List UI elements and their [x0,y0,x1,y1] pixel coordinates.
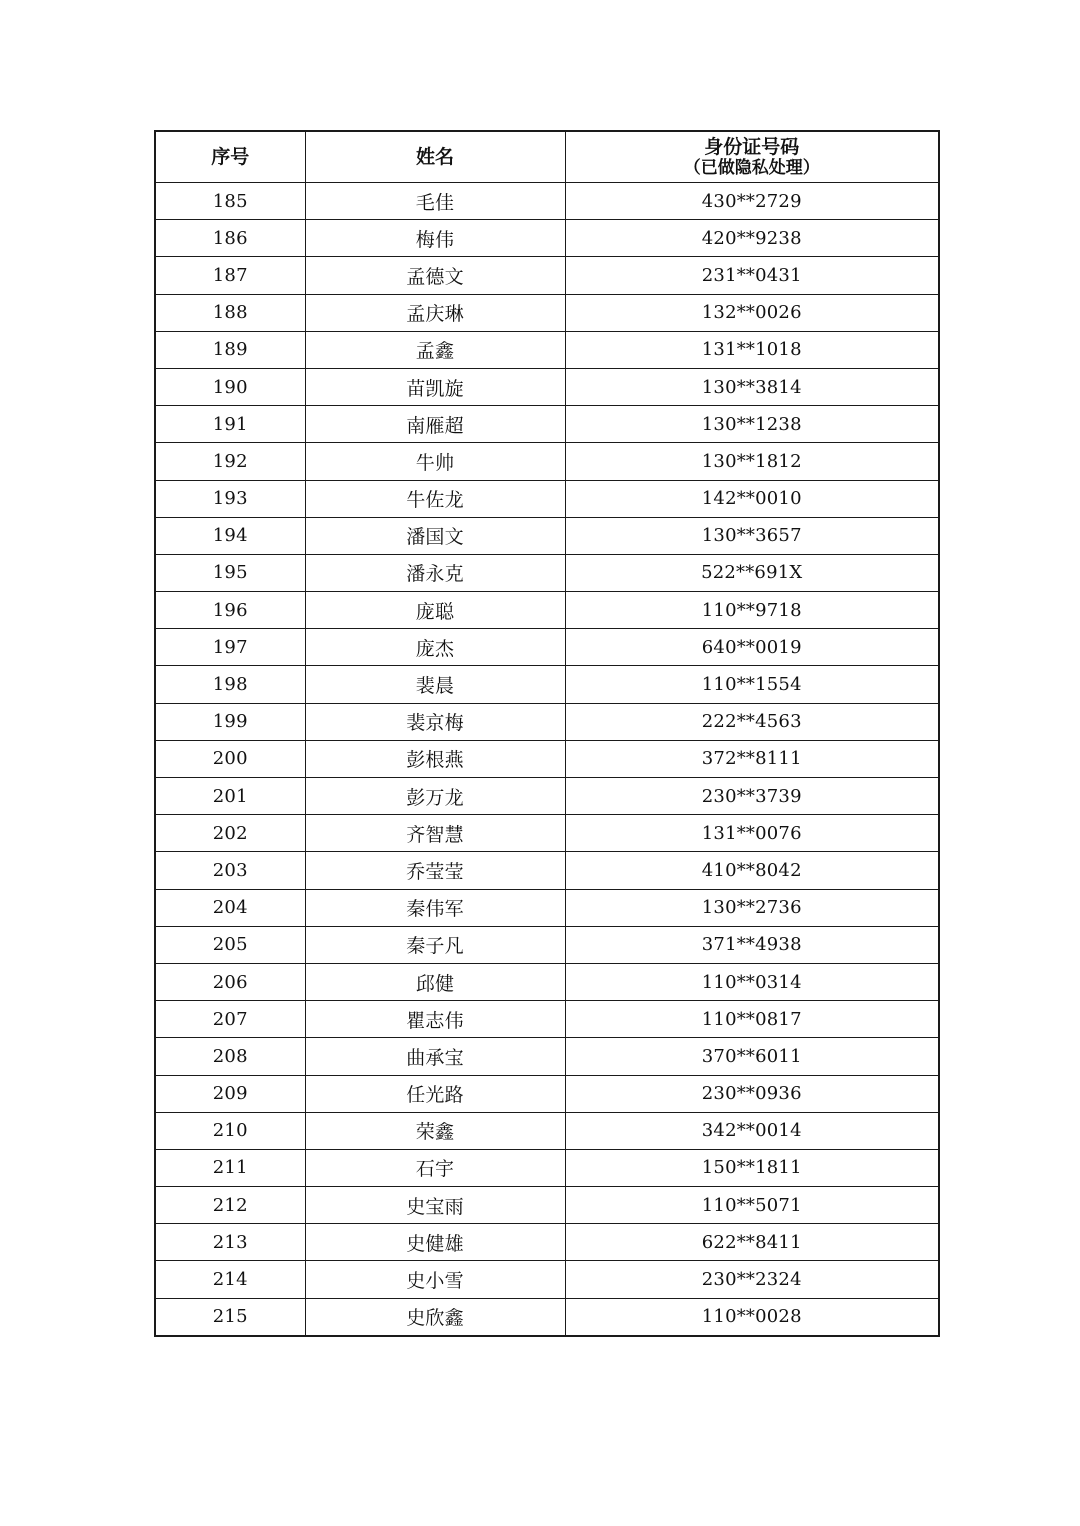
cell-name: 孟德文 [305,257,565,294]
cell-seq: 211 [155,1149,305,1186]
cell-seq: 205 [155,926,305,963]
cell-name: 南雁超 [305,406,565,443]
table-row [155,443,939,480]
cell-seq: 192 [155,443,305,480]
cell-name: 孟庆琳 [305,294,565,331]
cell-name: 史小雪 [305,1261,565,1298]
table-row [155,1224,939,1261]
cell-name: 邱健 [305,963,565,1000]
table-row [155,368,939,405]
cell-seq: 190 [155,368,305,405]
cell-seq: 199 [155,703,305,740]
table-row [155,666,939,703]
cell-id-number: 110**0314 [565,963,939,1000]
cell-seq: 198 [155,666,305,703]
cell-seq: 206 [155,963,305,1000]
cell-id-number: 230**3739 [565,778,939,815]
table-row [155,592,939,629]
table-row [155,517,939,554]
table-row [155,629,939,666]
cell-name: 曲承宝 [305,1038,565,1075]
cell-id-number: 130**2736 [565,889,939,926]
table-body [155,183,939,1336]
header-id-note: （已做隐私处理） [683,157,820,178]
cell-id-number: 130**3814 [565,368,939,405]
table-row [155,183,939,220]
table-row [155,294,939,331]
cell-name: 瞿志伟 [305,1001,565,1038]
cell-id-number: 130**1238 [565,406,939,443]
cell-id-number: 372**8111 [565,740,939,777]
cell-seq: 189 [155,331,305,368]
cell-seq: 185 [155,183,305,220]
cell-name: 乔莹莹 [305,852,565,889]
cell-seq: 204 [155,889,305,926]
header-name: 姓名 [305,131,565,183]
cell-id-number: 130**3657 [565,517,939,554]
cell-name: 苗凯旋 [305,368,565,405]
cell-id-number: 142**0010 [565,480,939,517]
cell-seq: 215 [155,1298,305,1336]
table-row [155,926,939,963]
header-id-title: 身份证号码 [704,135,800,158]
cell-id-number: 420**9238 [565,220,939,257]
cell-name: 彭万龙 [305,778,565,815]
cell-name: 潘永克 [305,554,565,591]
header-row [155,131,939,183]
cell-seq: 202 [155,815,305,852]
cell-seq: 188 [155,294,305,331]
cell-seq: 187 [155,257,305,294]
cell-id-number: 150**1811 [565,1149,939,1186]
table-row [155,1261,939,1298]
cell-name: 庞杰 [305,629,565,666]
table-row [155,220,939,257]
cell-name: 孟鑫 [305,331,565,368]
cell-seq: 196 [155,592,305,629]
table-row [155,1075,939,1112]
cell-id-number: 222**4563 [565,703,939,740]
table-row [155,257,939,294]
roster-table [154,130,940,1337]
table-row [155,480,939,517]
cell-name: 裴晨 [305,666,565,703]
table-row [155,406,939,443]
header-id [565,131,939,183]
header-seq: 序号 [155,131,305,183]
cell-id-number: 371**4938 [565,926,939,963]
table-row [155,963,939,1000]
cell-id-number: 230**2324 [565,1261,939,1298]
cell-seq: 186 [155,220,305,257]
cell-id-number: 622**8411 [565,1224,939,1261]
cell-name: 荣鑫 [305,1112,565,1149]
table-row [155,1001,939,1038]
cell-name: 史欣鑫 [305,1298,565,1336]
table-row [155,331,939,368]
cell-name: 史健雄 [305,1224,565,1261]
cell-id-number: 430**2729 [565,183,939,220]
cell-id-number: 110**0817 [565,1001,939,1038]
table-row [155,703,939,740]
table-row [155,852,939,889]
cell-seq: 201 [155,778,305,815]
cell-name: 牛佐龙 [305,480,565,517]
cell-id-number: 110**0028 [565,1298,939,1336]
cell-id-number: 110**9718 [565,592,939,629]
cell-name: 彭根燕 [305,740,565,777]
cell-seq: 203 [155,852,305,889]
cell-id-number: 410**8042 [565,852,939,889]
cell-name: 毛佳 [305,183,565,220]
cell-seq: 214 [155,1261,305,1298]
table-row [155,740,939,777]
cell-id-number: 522**691X [565,554,939,591]
cell-id-number: 230**0936 [565,1075,939,1112]
cell-seq: 197 [155,629,305,666]
cell-seq: 209 [155,1075,305,1112]
cell-seq: 193 [155,480,305,517]
table-row [155,815,939,852]
cell-name: 庞聪 [305,592,565,629]
table-row [155,778,939,815]
cell-name: 石宇 [305,1149,565,1186]
cell-name: 齐智慧 [305,815,565,852]
cell-id-number: 342**0014 [565,1112,939,1149]
cell-name: 牛帅 [305,443,565,480]
table-row [155,554,939,591]
cell-seq: 208 [155,1038,305,1075]
cell-name: 秦子凡 [305,926,565,963]
cell-id-number: 131**1018 [565,331,939,368]
cell-name: 秦伟军 [305,889,565,926]
cell-name: 任光路 [305,1075,565,1112]
cell-seq: 191 [155,406,305,443]
table-row [155,889,939,926]
cell-seq: 200 [155,740,305,777]
table-row [155,1187,939,1224]
table-row [155,1038,939,1075]
cell-id-number: 110**1554 [565,666,939,703]
cell-id-number: 370**6011 [565,1038,939,1075]
table-row [155,1149,939,1186]
table-header [155,131,939,183]
cell-id-number: 130**1812 [565,443,939,480]
cell-id-number: 640**0019 [565,629,939,666]
cell-seq: 195 [155,554,305,591]
cell-seq: 210 [155,1112,305,1149]
cell-name: 梅伟 [305,220,565,257]
cell-id-number: 110**5071 [565,1187,939,1224]
cell-seq: 212 [155,1187,305,1224]
cell-id-number: 131**0076 [565,815,939,852]
cell-seq: 213 [155,1224,305,1261]
cell-id-number: 231**0431 [565,257,939,294]
table-row [155,1298,939,1336]
cell-seq: 207 [155,1001,305,1038]
cell-name: 史宝雨 [305,1187,565,1224]
table-row [155,1112,939,1149]
cell-name: 裴京梅 [305,703,565,740]
cell-id-number: 132**0026 [565,294,939,331]
cell-seq: 194 [155,517,305,554]
cell-name: 潘国文 [305,517,565,554]
